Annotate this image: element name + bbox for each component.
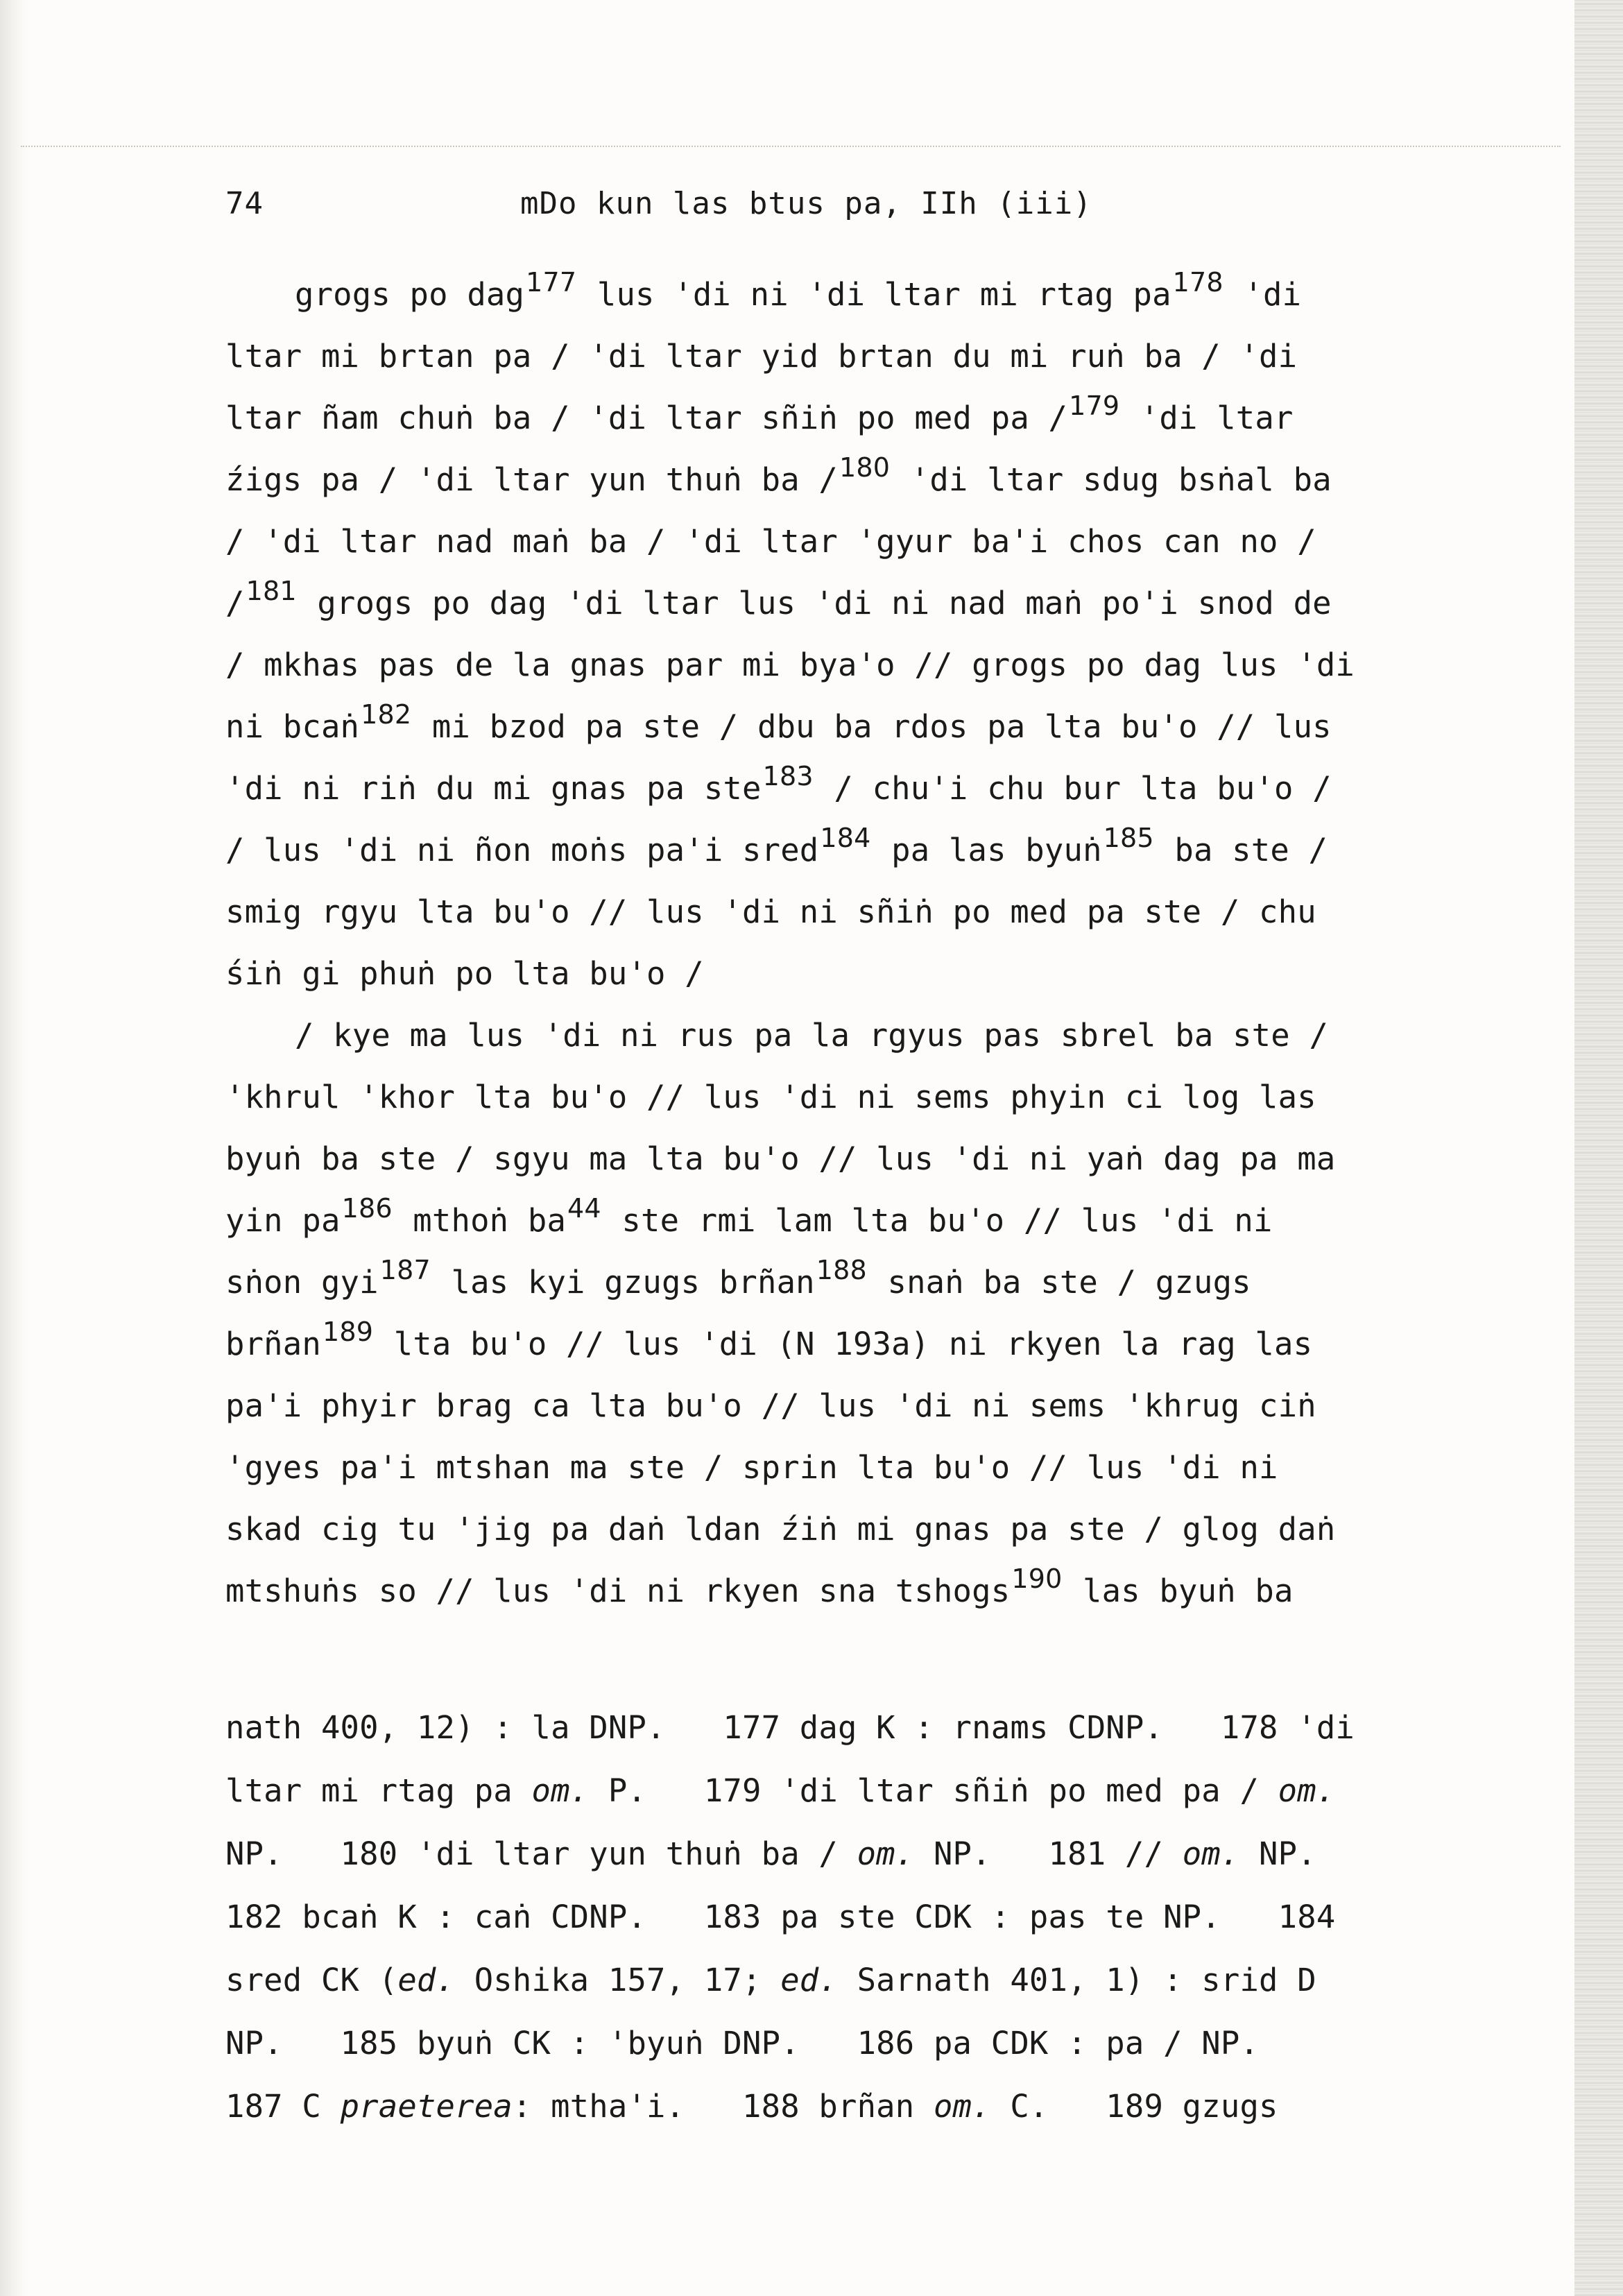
footnote-line [225,1948,1481,2012]
text-line [225,1313,1481,1375]
text-run: NP. [1239,1835,1316,1872]
text-run: snaṅ ba ste / gzugs [868,1264,1251,1301]
italic-abbrev: om. [1182,1835,1240,1872]
italic-abbrev: om. [531,1772,590,1809]
text-run: 'di ltar sdug bsṅal ba [891,461,1332,498]
text-run: / 'di ltar nad maṅ ba / 'di ltar 'gyur ba'i chos can no / [225,523,1316,560]
footnote-marker: 190 [1011,1563,1063,1594]
text-line [225,1004,1481,1066]
text-line [225,1560,1481,1622]
footnote-marker: 185 [1103,823,1154,853]
footnote-line [225,1822,1481,1885]
scan-shadow-right [1574,0,1623,2296]
text-run: lta bu'o // lus 'di (N 193a) ni rkyen la rag las [375,1326,1313,1362]
text-run: 182 bcaṅ K : caṅ CDNP. 183 pa ste CDK : pas te NP. 184 [225,1899,1336,1935]
text-line [225,511,1481,572]
text-run: yin pa [225,1202,341,1239]
footnote-marker: 44 [567,1193,601,1224]
text-run: / mkhas pas de la gnas par mi bya'o // grogs po dag lus 'di [225,646,1355,683]
text-run: śiṅ gi phuṅ po lta bu'o / [225,955,704,992]
footnote-marker: 183 [762,761,814,791]
italic-abbrev: om. [857,1835,915,1872]
text-run: Sarnath 401, 1) : srid D [838,1962,1316,1998]
text-line [225,1251,1481,1313]
scan-shadow-left [0,0,28,2296]
text-run: brñan [225,1326,321,1362]
text-run: grogs po dag [295,276,525,313]
text-run: las byuṅ ba [1063,1573,1294,1609]
text-run: lus 'di ni 'di ltar mi rtag pa [578,276,1171,313]
footnote-line [225,2075,1481,2138]
italic-abbrev: ed. [397,1962,456,1998]
italic-abbrev: om. [933,2088,991,2125]
text-run: pa'i phyir brag ca lta bu'o // lus 'di ni sems 'khrug ciṅ [225,1387,1316,1424]
footnote-line [225,1759,1481,1822]
italic-abbrev: praeterea [340,2088,513,2125]
footnote-marker: 182 [361,699,412,730]
text-run: P. 179 'di ltar sñiṅ po med pa / [589,1772,1278,1809]
text-run: mi bzod pa ste / dbu ba rdos pa lta bu'o // lus [413,708,1332,745]
text-run: sṅon gyi [225,1264,379,1301]
footnote-marker: 184 [820,823,871,853]
text-run: las kyi gzugs brñan [431,1264,815,1301]
footnotes-block [225,1696,1481,2138]
text-run: źigs pa / 'di ltar yun thuṅ ba / [225,461,838,498]
scan-top-rule [21,146,1561,147]
text-run: : mtha'i. 188 brñan [512,2088,934,2125]
footnote-marker: 177 [526,267,577,298]
text-run: C. 189 gzugs [990,2088,1278,2125]
text-line [225,696,1481,757]
text-line [225,1190,1481,1251]
text-run: Oshika 157, 17; [455,1962,781,1998]
text-line [225,634,1481,696]
text-run: 'gyes pa'i mtshan ma ste / sprin lta bu'o // lus 'di ni [225,1449,1278,1486]
text-run: nath 400, 12) : la DNP. 177 dag K : rnams CDNP. 178 'di [225,1709,1355,1746]
text-run: ltar mi brtan pa / 'di ltar yid brtan du mi ruṅ ba / 'di [225,338,1298,375]
text-run: 'di ltar [1121,400,1294,436]
text-line [225,1498,1481,1560]
text-line [225,325,1481,387]
text-line [225,819,1481,881]
text-line [225,572,1481,634]
footnote-marker: 179 [1069,391,1120,421]
footnote-line [225,1885,1481,1948]
text-run: / lus 'di ni ñon moṅs pa'i sred [225,832,819,868]
running-head: mDo kun las btus pa, IIh (iii) [520,186,1092,221]
text-run: mthoṅ ba [393,1202,567,1239]
page-number: 74 [225,186,264,221]
footnote-marker: 178 [1172,267,1223,298]
footnote-line [225,1696,1481,1759]
text-run: NP. 180 'di ltar yun thuṅ ba / [225,1835,857,1872]
italic-abbrev: ed. [780,1962,838,1998]
text-run: grogs po dag 'di ltar lus 'di ni nad maṅ po'i snod de [298,585,1332,622]
text-run: NP. 185 byuṅ CK : 'byuṅ DNP. 186 pa CDK : pa / NP. [225,2025,1260,2062]
text-run: 'khrul 'khor lta bu'o // lus 'di ni sems phyin ci log las [225,1079,1316,1115]
text-run: 'di ni riṅ du mi gnas pa ste [225,770,762,807]
text-run: ltar ñam chuṅ ba / 'di ltar sñiṅ po med pa / [225,400,1068,436]
text-run: / [225,585,245,622]
text-line [225,264,1481,325]
italic-abbrev: om. [1278,1772,1336,1809]
footnote-marker: 189 [322,1317,374,1347]
text-line [225,1375,1481,1437]
footnote-marker: 187 [379,1255,431,1285]
text-line [225,943,1481,1004]
text-run: byuṅ ba ste / sgyu ma lta bu'o // lus 'di ni yaṅ dag pa ma [225,1140,1336,1177]
text-run: ste rmi lam lta bu'o // lus 'di ni [602,1202,1273,1239]
text-run: ba ste / [1155,832,1328,868]
text-run: mtshuṅs so // lus 'di ni rkyen sna tshogs [225,1573,1011,1609]
main-text-block [225,264,1481,1622]
text-line [225,757,1481,819]
footnote-marker: 180 [839,452,891,483]
text-line [225,1437,1481,1498]
text-run: ni bcaṅ [225,708,360,745]
text-line [225,449,1481,511]
text-line [225,1128,1481,1190]
text-run: 187 C [225,2088,341,2125]
text-line [225,387,1481,449]
footnote-marker: 186 [341,1193,393,1224]
footnote-line [225,2012,1481,2075]
text-run: smig rgyu lta bu'o // lus 'di ni sñiṅ po med pa ste / chu [225,893,1316,930]
text-line [225,1066,1481,1128]
text-run: / chu'i chu bur lta bu'o / [814,770,1332,807]
text-run: sred CK ( [225,1962,398,1998]
footnote-marker: 181 [246,576,297,606]
footnote-marker: 188 [816,1255,867,1285]
text-run: 'di [1224,276,1302,313]
text-run: ltar mi rtag pa [225,1772,532,1809]
text-run: / kye ma lus 'di ni rus pa la rgyus pas sbrel ba ste / [295,1017,1329,1054]
text-run: pa las byuṅ [872,832,1102,868]
text-line [225,881,1481,943]
text-run: skad cig tu 'jig pa daṅ ldan źiṅ mi gnas pa ste / glog daṅ [225,1511,1336,1548]
text-run: NP. 181 // [914,1835,1183,1872]
